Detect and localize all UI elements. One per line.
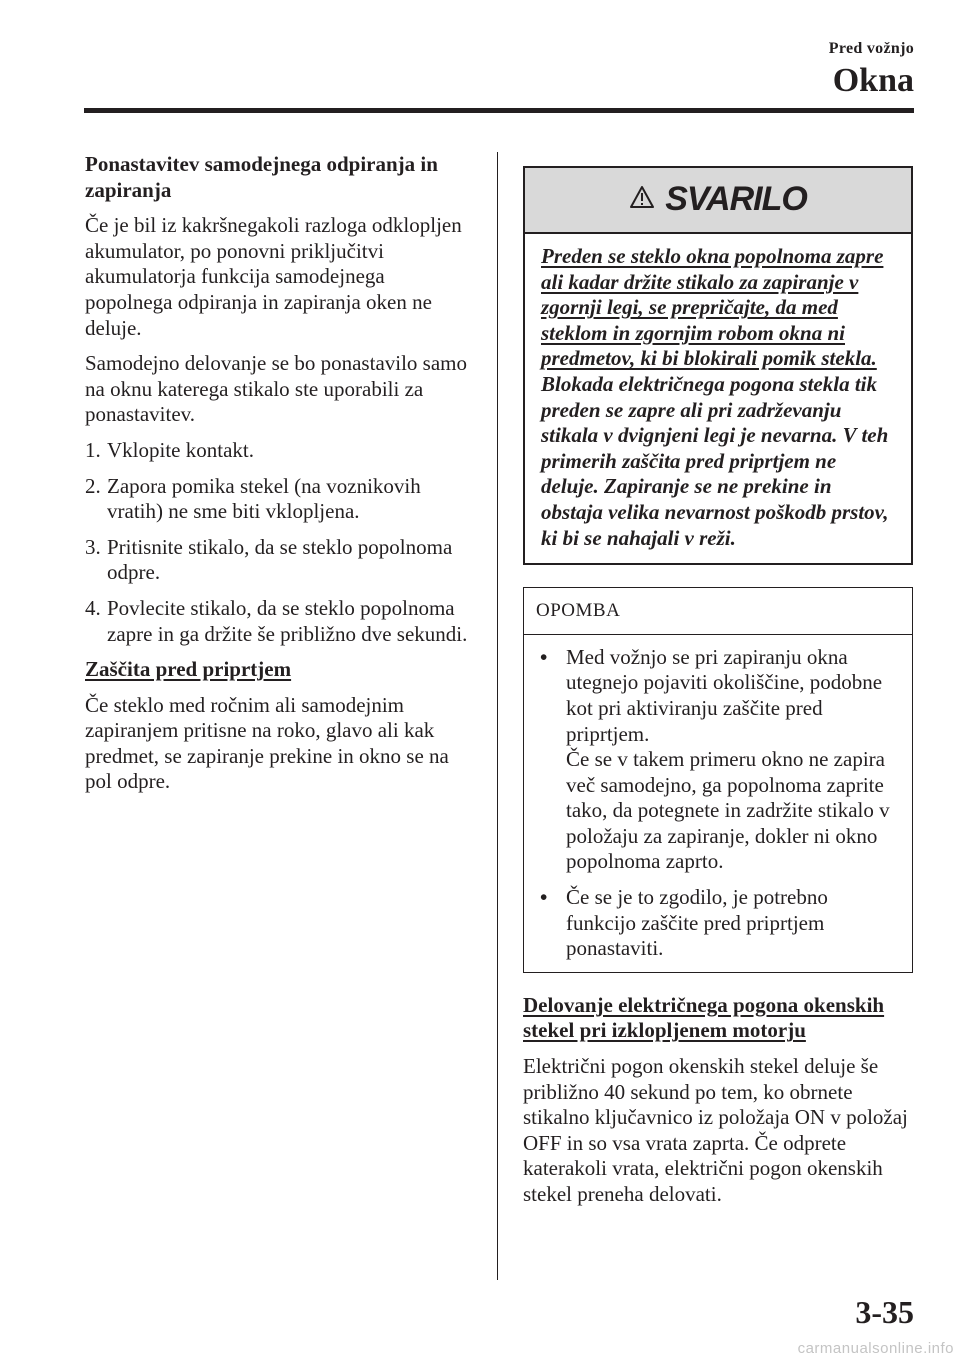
step-number: 4. (85, 595, 101, 620)
bullet-icon: • (540, 644, 548, 669)
bullet-icon: • (540, 885, 548, 910)
page-number: 3-35 (855, 1294, 914, 1330)
step-item (85, 438, 475, 464)
pinch-protection-text: Če steklo med ročnim ali samodejnim zapiranjem pritisne na roko, glavo ali kak predmet, se zapiranje prekine in okno se na pol odpre. (85, 692, 449, 794)
right-column (523, 166, 913, 1218)
step-item (85, 474, 475, 525)
warning-box (523, 166, 913, 565)
reset-steps (85, 438, 475, 647)
step-number: 1. (85, 437, 101, 462)
reset-paragraph-1: Če je bil iz kakršnegakoli razloga odklopljen akumulator, po ponovni priključitvi akumulatorja funkcija samodejnega popolnega odpiranja in zapiranja oken ne deluje. (85, 213, 462, 340)
step-number: 3. (85, 534, 101, 559)
step-item (85, 535, 475, 586)
note-item-text: Če se je to zgodilo, je potrebno funkcijo zaščite pred priprtjem ponastaviti. (566, 885, 828, 961)
section-label: Pred vožnjo (828, 40, 914, 57)
warning-header (525, 168, 911, 234)
note-title: OPOMBA (524, 588, 912, 635)
power-window-heading: Delovanje električnega pogona okenskih stekel pri izklopljenem motorju (523, 992, 885, 1043)
power-window-text: Električni pogon okenskih stekel deluje še približno 40 sekund po tem, ko obrnete stikalno ključavnico iz položaja ON v položaj OFF in so vsa vrata zaprta. Če odprete katerakoli vrata, električni pogon okenskih stekel preneha delovati. (523, 1054, 908, 1206)
step-text: Pritisnite stikalo, da se steklo popolnoma odpre. (107, 534, 453, 585)
step-text: Vklopite kontakt. (107, 437, 254, 462)
warning-title: SVARILO (665, 180, 807, 219)
watermark: carmanualsonline.info (797, 1340, 954, 1357)
note-item (540, 885, 900, 962)
step-number: 2. (85, 473, 101, 498)
header-divider (84, 108, 914, 113)
column-divider (497, 152, 498, 1280)
warning-underlined-text: Preden se steklo okna popolnoma zapre ali kadar držite stikalo za zapiranje v zgornji legi, se prepričajte, da med steklom in zgornjim robom okna ni predmetov, ki bi blokirali pomik stekla. (541, 244, 884, 371)
warning-triangle-icon (629, 185, 655, 216)
reset-heading: Ponastavitev samodejnega odpiranja in zapiranja (85, 152, 438, 202)
warning-body (525, 234, 911, 563)
pinch-protection-heading: Zaščita pred priprtjem (85, 657, 292, 682)
note-item (540, 645, 900, 875)
step-text: Zapora pomika stekel (na voznikovih vratih) ne sme biti vklopljena. (107, 473, 421, 524)
warning-text: Blokada električnega pogona stekla tik preden se zapre ali pri zadrževanju stikala v dvignjeni legi je nevarna. V teh primerih zaščita pred priprtjem ne deluje. Zapiranje se ne prekine in obstaja velika nevarnost poškodb prstov, ki bi se nahajali v reži. (541, 371, 889, 550)
reset-paragraph-2: Samodejno delovanje se bo ponastavilo samo na oknu katerega stikalo ste uporabili za ponastavitev. (85, 351, 468, 427)
step-item (85, 596, 475, 647)
note-item-text: Če se v takem primeru okno ne zapira več samodejno, ga popolnoma zaprite tako, da potegnete in zadržite stikalo v položaju za zapiranje, dokler ni okno popolnoma zaprto. (566, 747, 890, 874)
note-box (523, 587, 913, 973)
note-item-text: Med vožnjo se pri zapiranju okna utegnejo pojaviti okoliščine, podobne kot pri aktiviranju zaščite pred priprtjem. (566, 644, 883, 746)
left-column (85, 152, 475, 805)
note-body (524, 635, 912, 972)
page-title: Okna (832, 62, 914, 99)
step-text: Povlecite stikalo, da se steklo popolnoma zapre in ga držite še približno dve sekundi. (107, 595, 468, 646)
